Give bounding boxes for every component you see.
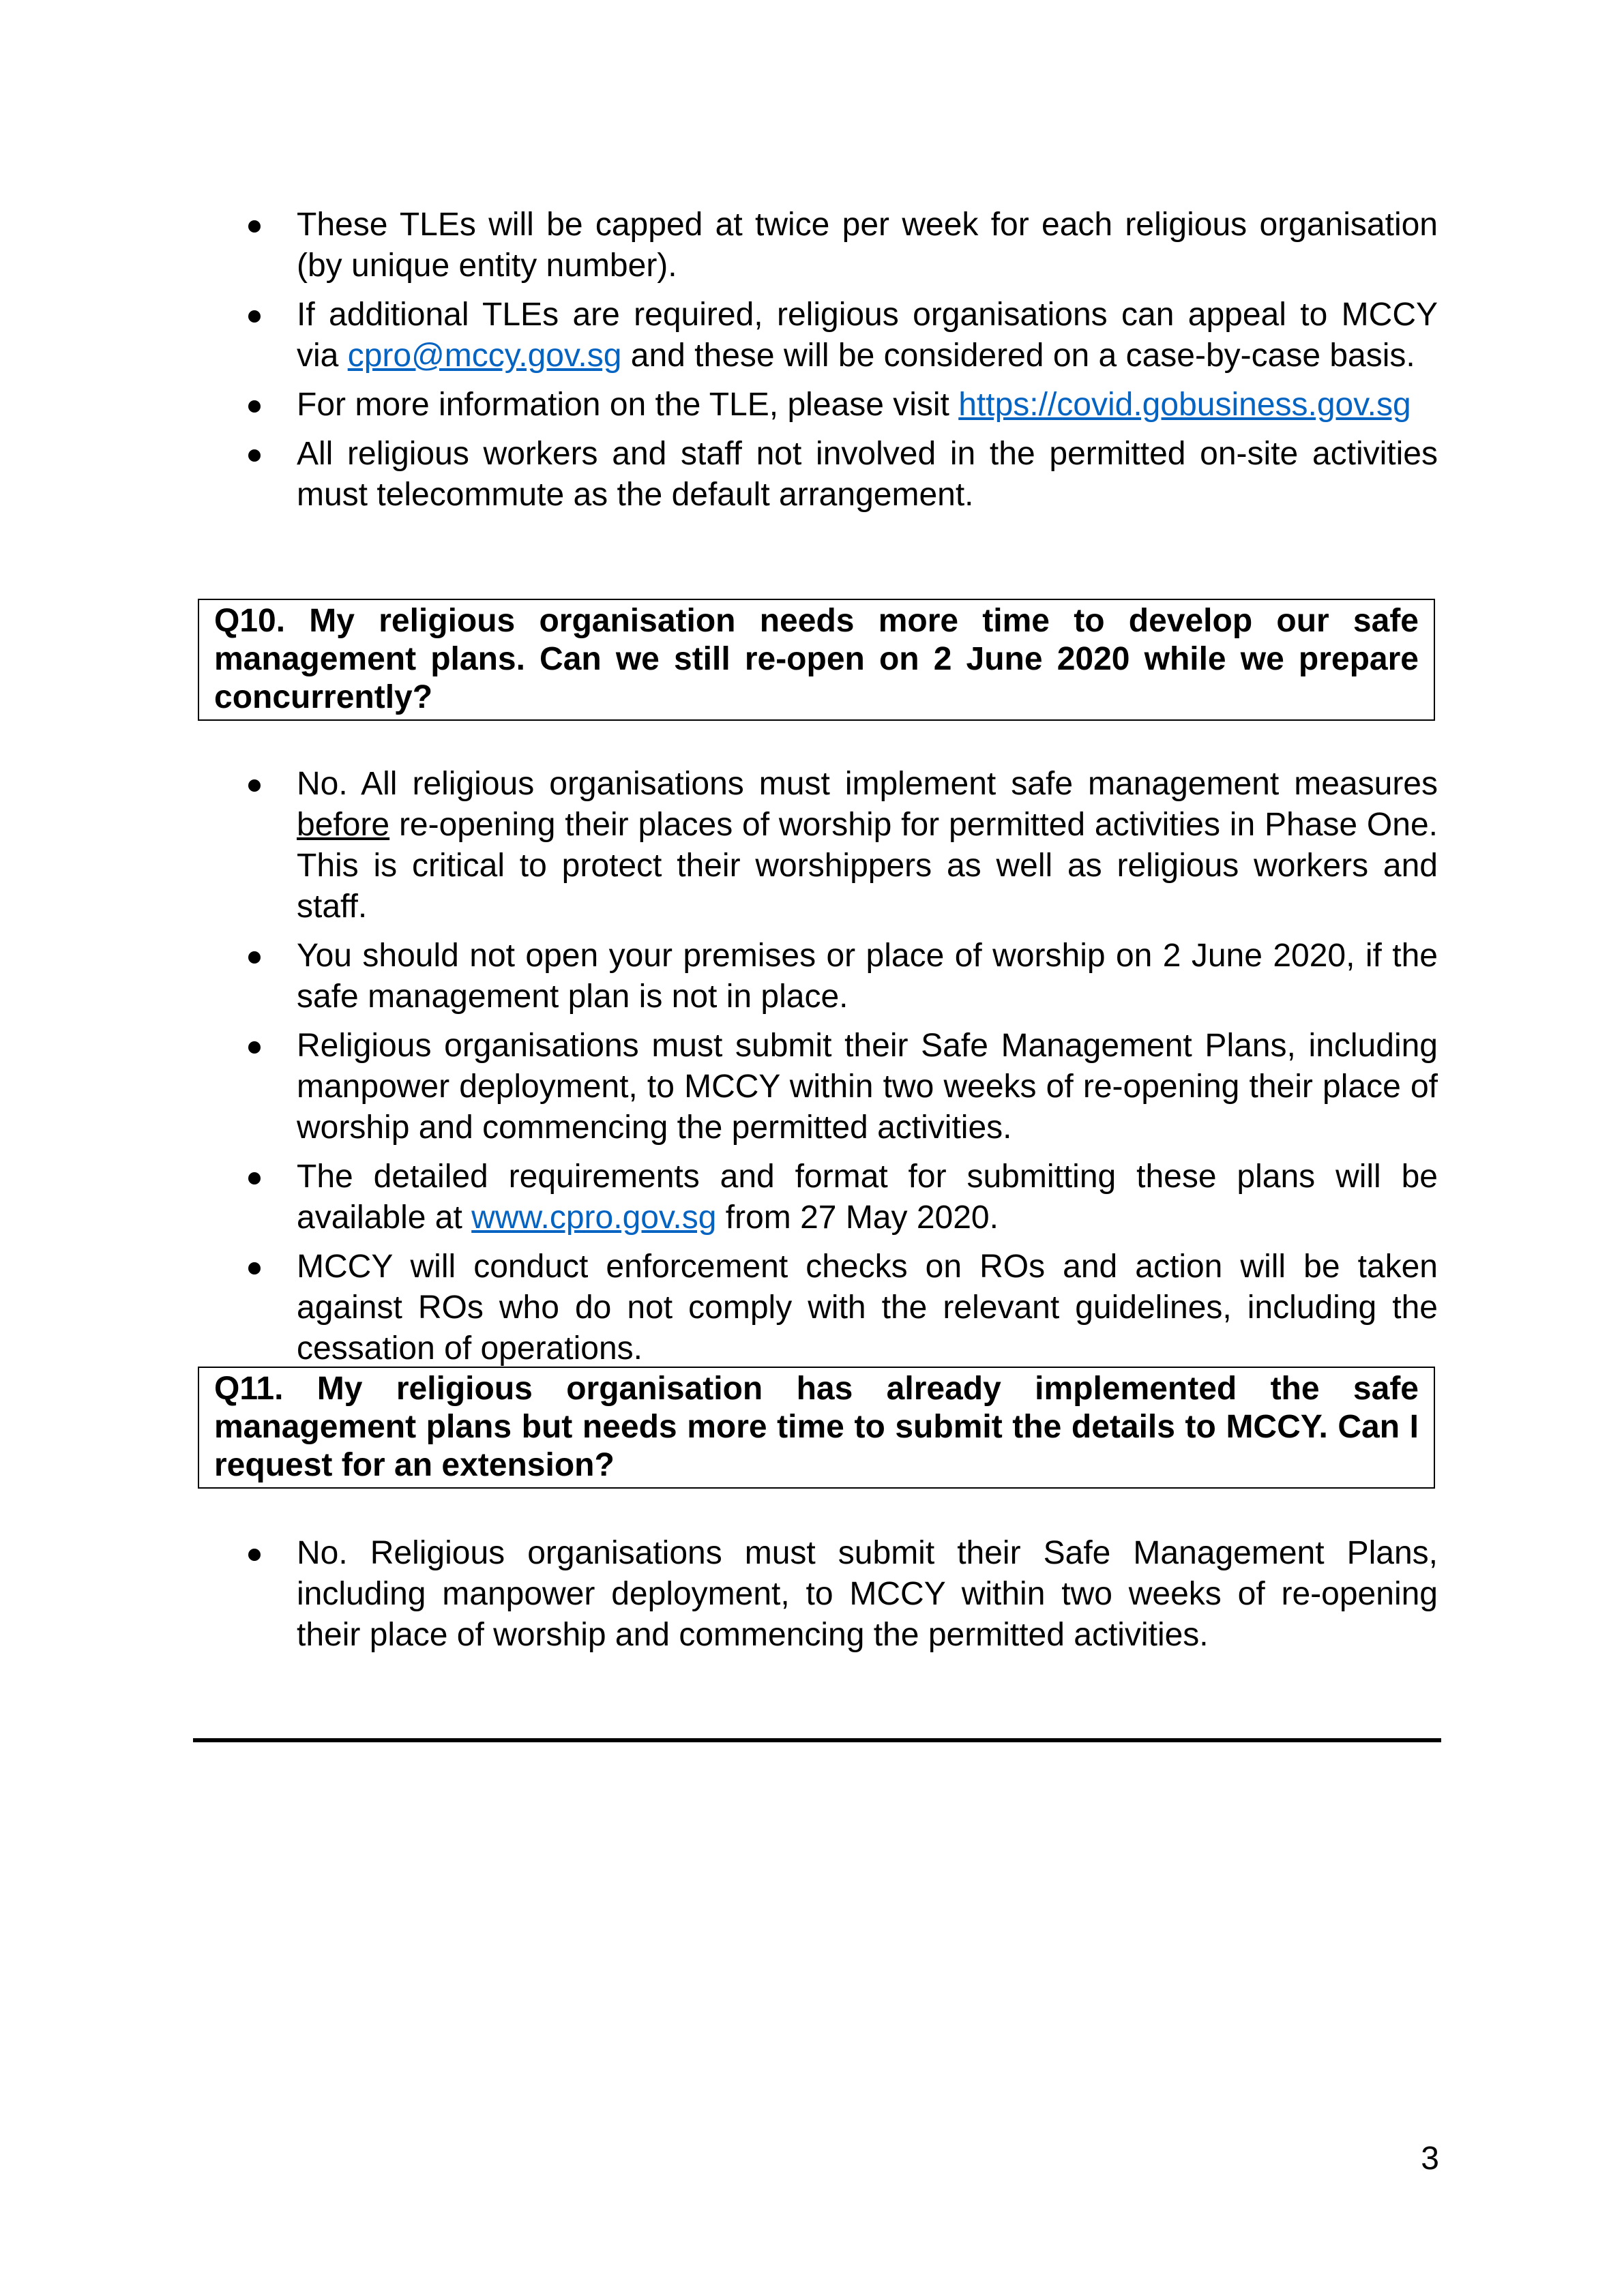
- bullet-text: Religious organisations must submit their Safe Management Plans, including manpower deployment, to MCCY within two weeks of re-opening their place of worship and commencing the permitted activities.: [297, 1028, 1438, 1146]
- bullet-text: You should not open your premises or place of worship on 2 June 2020, if the safe management plan is not in place.: [297, 938, 1438, 1015]
- question-box-q10: [198, 599, 1435, 721]
- list-item: [244, 434, 1438, 516]
- bullet-text: MCCY will conduct enforcement checks on ROs and action will be taken against ROs who do not comply with the relevant guidelines, including the cessation of operations.: [297, 1249, 1438, 1367]
- list-item: [244, 385, 1438, 426]
- cpro-link[interactable]: www.cpro.gov.sg: [471, 1199, 717, 1236]
- list-item: [244, 1026, 1438, 1148]
- list-item: [244, 295, 1438, 376]
- bullet-text-post: from 27 May 2020.: [716, 1199, 999, 1236]
- question-text: Q11. My religious organisation has already implemented the safe management plans but needs more time to submit the details to MCCY. Can I request for an extension?: [214, 1371, 1419, 1483]
- bullet-text-pre: For more information on the TLE, please visit: [297, 387, 959, 423]
- bullet-icon: [248, 1549, 261, 1561]
- bullet-text-pre: No. All religious organisations must implement safe management measures: [297, 766, 1438, 802]
- bullet-icon: [248, 1262, 261, 1274]
- question-box-q11: [198, 1367, 1435, 1489]
- horizontal-divider: [193, 1738, 1441, 1742]
- list-item: [244, 1533, 1438, 1656]
- bullet-icon: [248, 449, 261, 462]
- list-item: [244, 1247, 1438, 1369]
- email-link[interactable]: cpro@mccy.gov.sg: [347, 338, 622, 374]
- list-item: [244, 936, 1438, 1017]
- list-item: [244, 205, 1438, 286]
- bullet-text: No. Religious organisations must submit their Safe Management Plans, including manpower deployment, to MCCY within two weeks of re-opening their place of worship and commencing the permitted activities.: [297, 1535, 1438, 1653]
- bullet-text-pre: The detailed requirements and format for submitting these plans will be available at: [297, 1159, 1438, 1236]
- bullet-text-post: re-opening their places of worship for permitted activities in Phase One. This is critical to protect their worshippers as well as religious workers and staff.: [297, 807, 1438, 925]
- bullet-text: All religious workers and staff not involved in the permitted on-site activities must telecommute as the default arrangement.: [297, 436, 1438, 513]
- q11-answer-list: [244, 1533, 1438, 1664]
- tle-bullet-list: [244, 205, 1438, 524]
- bullet-icon: [248, 1172, 261, 1184]
- bullet-text-pre: If additional TLEs are required, religious organisations can appeal to MCCY via: [297, 297, 1438, 374]
- page-number: 3: [1421, 2141, 1439, 2177]
- bullet-text-post: and these will be considered on a case-by-case basis.: [621, 338, 1415, 374]
- bullet-icon: [248, 220, 261, 233]
- bullet-icon: [248, 1041, 261, 1054]
- bullet-icon: [248, 400, 261, 413]
- bullet-icon: [248, 951, 261, 964]
- list-item: [244, 1157, 1438, 1238]
- underlined-word: before: [297, 807, 390, 843]
- list-item: [244, 764, 1438, 927]
- gobusiness-link[interactable]: https://covid.gobusiness.gov.sg: [958, 387, 1411, 423]
- q10-answer-list: [244, 764, 1438, 1377]
- question-text: Q10. My religious organisation needs more time to develop our safe management plans. Can we still re-open on 2 June 2020 while we prepare concurrently?: [214, 603, 1419, 715]
- bullet-icon: [248, 779, 261, 792]
- bullet-icon: [248, 310, 261, 323]
- bullet-text: These TLEs will be capped at twice per week for each religious organisation (by unique entity number).: [297, 207, 1438, 284]
